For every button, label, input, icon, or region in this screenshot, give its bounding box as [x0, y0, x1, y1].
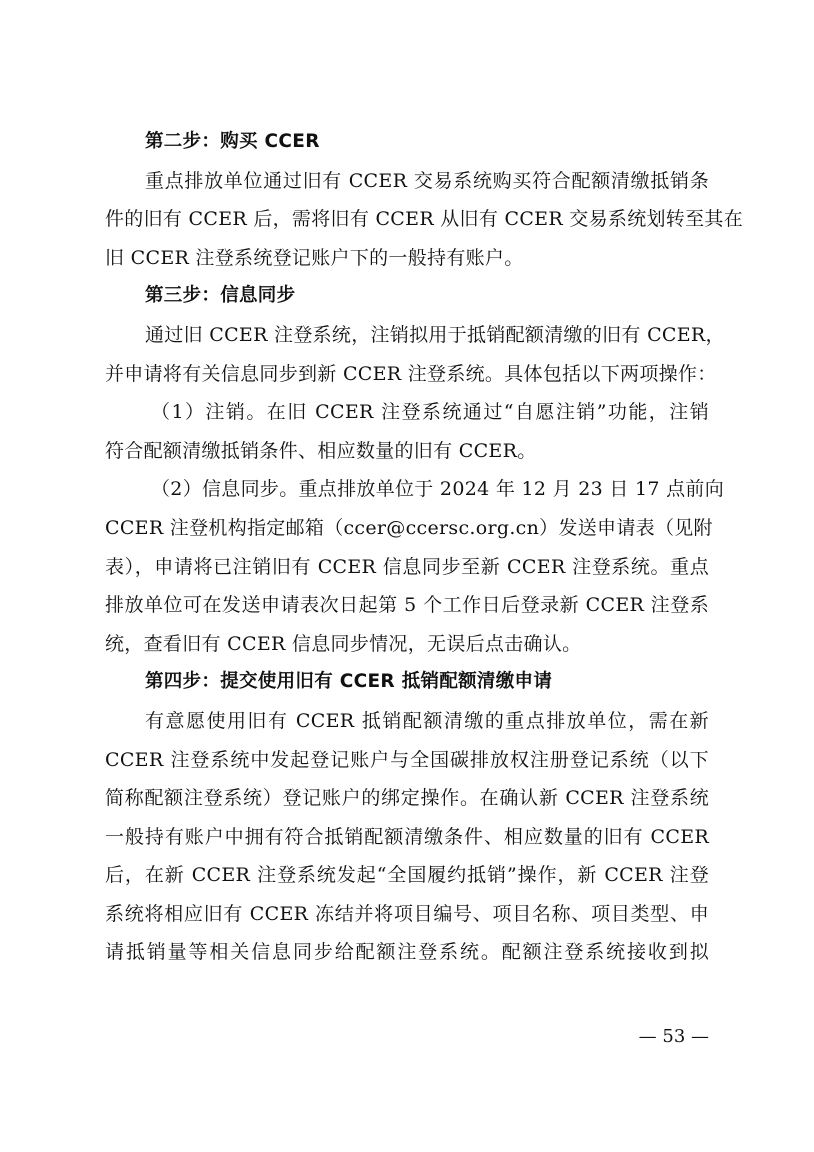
section-heading-step-four: 第四步：提交使用旧有 CCER 抵销配额清缴申请	[145, 671, 553, 693]
paragraph-line: CCER 注登系统中发起登记账户与全国碳排放权注册登记系统（以下	[105, 748, 709, 771]
paragraph-line: 简称配额注登系统）登记账户的绑定操作。在确认新 CCER 注登系统	[105, 787, 709, 810]
paragraph-line: 件的旧有 CCER 后，需将旧有 CCER 从旧有 CCER 交易系统划转至其在	[105, 208, 743, 231]
page-number: — 53 —	[638, 1026, 709, 1047]
paragraph-line: 排放单位可在发送申请表次日起第 5 个工作日后登录新 CCER 注登系	[105, 594, 709, 617]
paragraph-line: CCER 注登机构指定邮箱（ccer@ccersc.org.cn）发送申请表（见附	[105, 516, 713, 539]
paragraph-line: 符合配额清缴抵销条件、相应数量的旧有 CCER。	[105, 439, 537, 462]
document-body	[105, 123, 743, 972]
paragraph-line: 一般持有账户中拥有符合抵销配额清缴条件、相应数量的旧有 CCER	[105, 825, 709, 848]
paragraph-line: 系统将相应旧有 CCER 冻结并将项目编号、项目名称、项目类型、申	[105, 902, 709, 925]
paragraph-line: 请抵销量等相关信息同步给配额注登系统。配额注登系统接收到拟	[105, 941, 709, 964]
paragraph-line: 表），申请将已注销旧有 CCER 信息同步至新 CCER 注登系统。重点	[105, 555, 709, 578]
paragraph-line: 后，在新 CCER 注登系统发起“全国履约抵销”操作，新 CCER 注登	[105, 864, 709, 887]
section-heading-step-two: 第二步：购买 CCER	[145, 131, 320, 152]
paragraph-line: 并申请将有关信息同步到新 CCER 注登系统。具体包括以下两项操作：	[105, 362, 717, 385]
paragraph-line: 有意愿使用旧有 CCER 抵销配额清缴的重点排放单位，需在新	[145, 709, 709, 732]
paragraph-line: 统，查看旧有 CCER 信息同步情况，无误后点击确认。	[105, 632, 582, 655]
section-heading-step-three: 第三步：信息同步	[145, 285, 296, 307]
paragraph-line: （2）信息同步。重点排放单位于 2024 年 12 月 23 日 17 点前向	[151, 478, 724, 501]
paragraph-line: 重点排放单位通过旧有 CCER 交易系统购买符合配额清缴抵销条	[145, 169, 709, 192]
paragraph-line: 通过旧 CCER 注登系统，注销拟用于抵销配额清缴的旧有 CCER，	[145, 323, 725, 346]
paragraph-line: （1）注销。在旧 CCER 注登系统通过“自愿注销”功能，注销	[151, 401, 709, 424]
paragraph-line: 旧 CCER 注登系统登记账户下的一般持有账户。	[105, 246, 524, 269]
